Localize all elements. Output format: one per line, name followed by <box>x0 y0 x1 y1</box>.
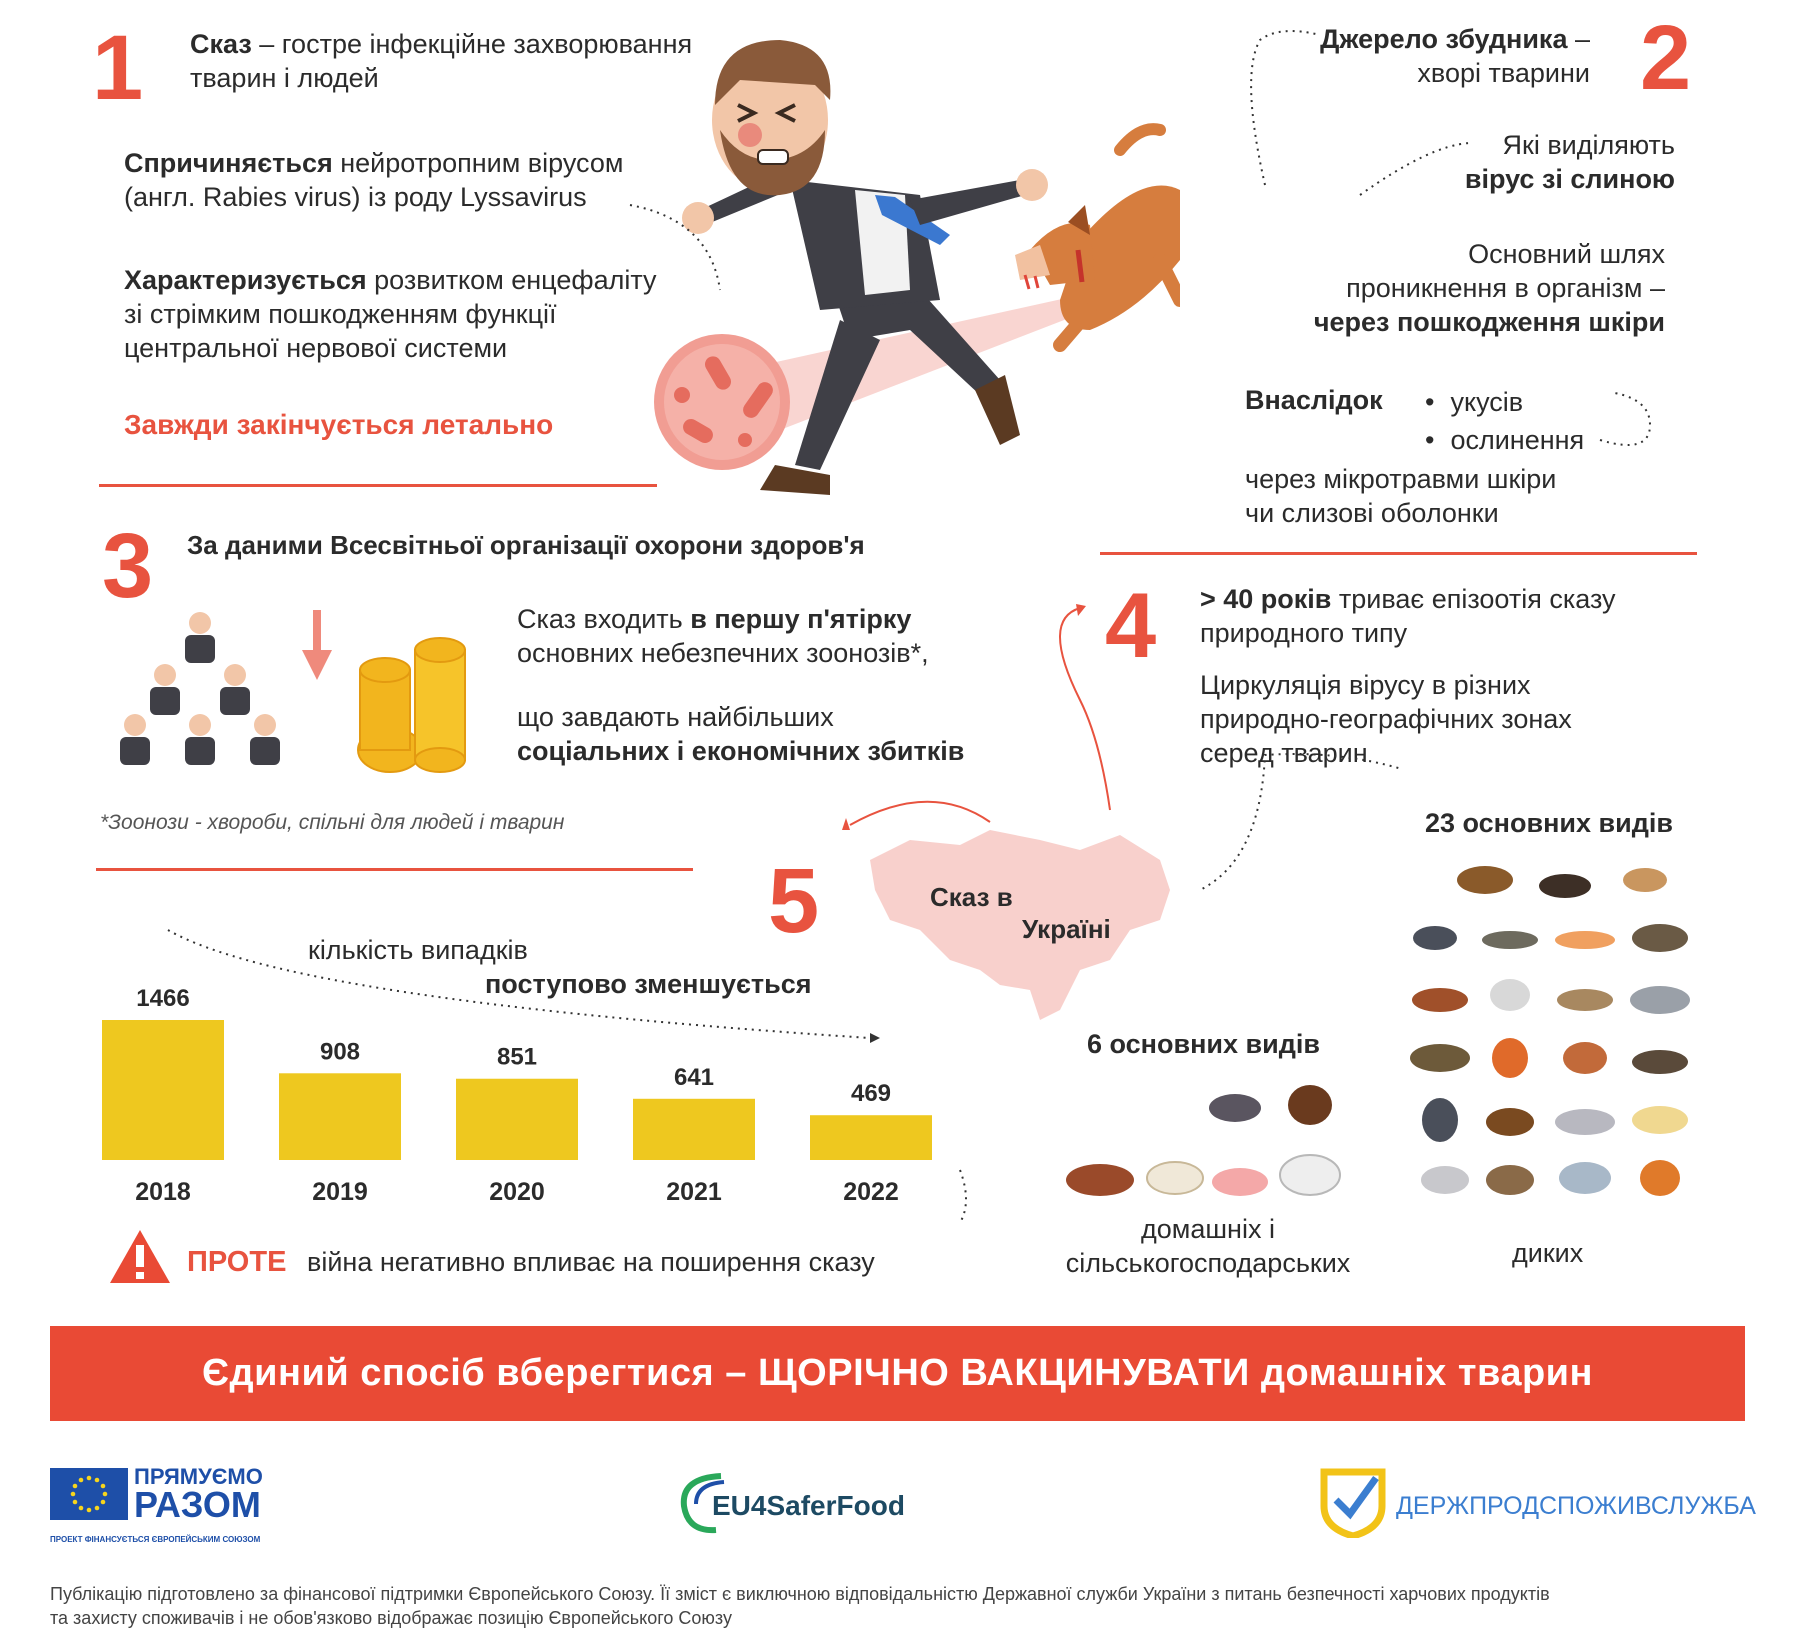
definition-text: – гостре інфекційне захворювання <box>251 29 693 59</box>
dpss-shield-icon <box>1318 1466 1388 1538</box>
domestic-label <box>1050 1212 1366 1280</box>
entry-line-2: проникнення в організм – <box>1346 273 1665 303</box>
definition-text-2: тварин і людей <box>190 63 379 93</box>
who-title: За даними Всесвітньої організації охорони здоров'я <box>187 530 865 560</box>
divider-3 <box>96 868 693 871</box>
source-bold: Джерело збудника <box>1320 24 1568 54</box>
logo-text-1c: ПРОЕКТ ФІНАНСУЄТЬСЯ ЄВРОПЕЙСЬКИМ СОЮЗОМ <box>50 1535 261 1544</box>
bar-2020 <box>456 1079 578 1160</box>
map-label-line-2: Україні <box>1022 914 1111 944</box>
who-line-2: основних небезпечних зоонозів*, <box>517 638 929 668</box>
who-line-1-bold: в першу п'ятірку <box>690 604 912 634</box>
domestic-animal-icons <box>1066 1085 1340 1196</box>
wild-animals-grid <box>1405 850 1705 1210</box>
circulation-line-1: Циркуляція вірусу в різних <box>1200 670 1531 700</box>
section-2-number: 2 <box>1640 7 1692 109</box>
who-line-4-bold: соціальних і економічних збитків <box>517 736 965 766</box>
x-tick-label-2018: 2018 <box>135 1178 191 1206</box>
x-tick-label-2022: 2022 <box>843 1178 899 1206</box>
logo-text-1b: РАЗОМ <box>134 1484 261 1525</box>
domestic-label-2: сільськогосподарських <box>1065 1248 1351 1278</box>
bar-2019 <box>279 1073 401 1160</box>
x-tick-label-2021: 2021 <box>666 1178 722 1206</box>
x-tick-label-2019: 2019 <box>312 1178 368 1206</box>
section-1-number: 1 <box>92 17 144 119</box>
cause-line-2: (англ. Rabies virus) із роду Lyssavirus <box>124 182 587 212</box>
virus-icon <box>654 334 790 470</box>
bar-2018 <box>102 1020 224 1160</box>
warning-icon <box>108 1228 172 1286</box>
cases-label: кількість випадків <box>308 935 528 965</box>
cases-decrease: поступово зменшується <box>485 969 812 999</box>
wild-label: диких <box>1512 1238 1584 1268</box>
wild-species-title: 23 основних видів <box>1425 808 1673 838</box>
war-text: війна негативно впливає на поширення сказу <box>307 1247 875 1277</box>
bar-value-label-2019: 908 <box>319 1038 361 1066</box>
cause-bold: Спричиняється <box>124 148 333 178</box>
footer-disclaimer <box>50 1582 1750 1630</box>
fatal-text: Завжди закінчується летально <box>124 409 554 440</box>
saliva-line-1: Які виділяють <box>1502 130 1675 160</box>
result-bold: Внаслідок <box>1245 385 1383 415</box>
characteristics-line-2: зі стрімким пошкодженням функції <box>124 299 557 329</box>
epizootic-line-2: природного типу <box>1200 618 1408 648</box>
however-label: ПРОТЕ <box>187 1246 287 1278</box>
epizootic-line-1: триває епізоотія сказу <box>1331 584 1616 614</box>
section-4-number: 4 <box>1105 575 1157 677</box>
eu4saferfood-text: EU4SaferFood <box>712 1490 905 1521</box>
domestic-animals-grid <box>1060 1070 1350 1210</box>
bar-value-label-2022: 469 <box>850 1080 892 1108</box>
entry-bold: через пошкодження шкіри <box>1313 307 1665 337</box>
source-line-2: хворі тварини <box>1417 58 1590 88</box>
bullet-bites: • укусів <box>1425 383 1584 421</box>
micro-line-2: чи слизові оболонки <box>1245 498 1499 528</box>
logo-text-1a: ПРЯМУЄМО <box>134 1464 263 1489</box>
footer-line-2: та захисту споживачів і не обов'язково відображає позицію Європейського Союзу <box>50 1608 732 1628</box>
map-label-line-1: Сказ в <box>930 882 1013 912</box>
vaccination-banner: Єдиний спосіб вберегтися – ЩОРІЧНО ВАКЦИНУВАТИ домашніх тварин <box>50 1326 1745 1421</box>
divider-2 <box>1100 552 1697 555</box>
bar-2022 <box>810 1115 932 1160</box>
circulation-line-3: серед тварин <box>1200 738 1368 768</box>
section-2-connectors <box>1180 15 1680 505</box>
cause-line-1: нейротропним вірусом <box>332 148 624 178</box>
wild-animal-icons <box>1410 866 1690 1196</box>
footer-line-1: Публікацію підготовлено за фінансової підтримки Європейського Союзу. Її зміст є виключною відповідальністю Державної служби України з питань безпечності харчових продуктів <box>50 1584 1550 1604</box>
people-pyramid-icon <box>120 612 280 765</box>
section-1-definition <box>190 27 692 95</box>
bar-value-label-2018: 1466 <box>136 985 190 1012</box>
characteristics-line-1: розвитком енцефаліту <box>366 265 657 295</box>
bullet-saliva: • ослинення <box>1425 421 1584 459</box>
bar-value-label-2020: 851 <box>496 1043 538 1071</box>
circulation-line-2: природно-географічних зонах <box>1200 704 1572 734</box>
dpss-text: ДЕРЖПРОДСПОЖИВСЛУЖБА <box>1396 1492 1756 1520</box>
divider-1 <box>99 484 657 487</box>
people-and-coins-illustration <box>115 605 495 785</box>
characteristics-text <box>124 263 657 365</box>
term-rabies: Сказ <box>190 29 252 59</box>
zoonoses-footnote: *Зоонози - хвороби, спільні для людей і тварин <box>100 811 565 834</box>
bar-value-label-2021: 641 <box>673 1063 715 1091</box>
bar-2021 <box>633 1099 755 1160</box>
micro-line-1: через мікротравми шкіри <box>1245 464 1557 494</box>
entry-line-1: Основний шлях <box>1468 239 1665 269</box>
domestic-label-1: домашніх і <box>1141 1214 1275 1244</box>
who-line-1: Сказ входить <box>517 604 691 634</box>
rabies-cases-bar-chart <box>90 920 1010 1220</box>
bar-series <box>102 985 932 1206</box>
who-line-3: що завдають найбільших <box>517 702 834 732</box>
section-3-number: 3 <box>102 515 154 617</box>
characteristics-bold: Характеризується <box>124 265 367 295</box>
characteristics-line-3: центральної нервової системи <box>124 333 508 363</box>
eu-flag-icon <box>50 1468 128 1520</box>
cause-text <box>124 146 623 214</box>
saliva-bold: вірус зі слиною <box>1464 164 1675 194</box>
years-bold: > 40 років <box>1200 584 1332 614</box>
domestic-species-title: 6 основних видів <box>1087 1029 1320 1059</box>
source-dash: – <box>1567 24 1590 54</box>
running-man-illustration <box>620 10 1180 510</box>
coins-icon <box>358 638 465 772</box>
section-5-number: 5 <box>768 850 820 952</box>
down-arrow-icon <box>302 610 332 680</box>
x-tick-label-2020: 2020 <box>489 1178 545 1206</box>
